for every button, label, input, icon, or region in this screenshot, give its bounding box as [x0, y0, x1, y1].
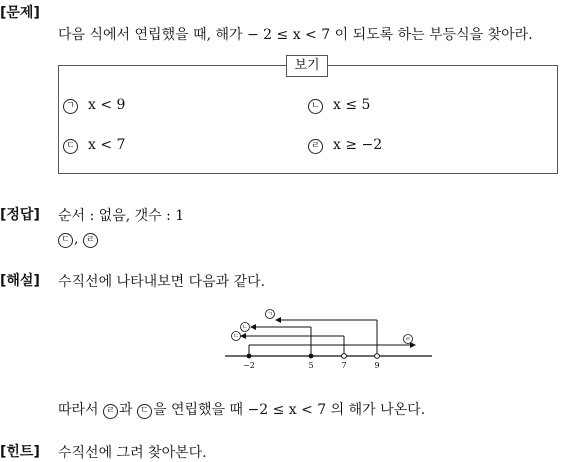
choice-4: ㄹ x ≥ −2: [308, 137, 382, 154]
explanation-tag: [해설]: [0, 273, 40, 289]
explanation-text: 수직선에 나타내보면 다음과 같다.: [58, 274, 266, 290]
marker-label-d: ㄹ: [405, 336, 411, 344]
problem-text: 다음 식에서 연립했을 때, 해가 − 2 ≤ x < 7 이 되도록 하는 부등식을 찾아라.: [58, 27, 533, 43]
choice-2: ㄴ x ≤ 5: [308, 97, 370, 114]
circle-mark-icon: ㄹ: [103, 404, 118, 419]
circle-mark-icon: ㄱ: [63, 99, 78, 114]
circle-mark-icon: ㄷ: [58, 233, 73, 248]
marker-label-b: ㄴ: [242, 324, 248, 332]
closed-point: [247, 354, 252, 359]
open-point: [342, 354, 347, 359]
circle-mark-icon: ㄷ: [137, 404, 152, 419]
answer-meta: 순서 : 없음, 갯수 : 1: [58, 208, 185, 224]
tick-label: 5: [308, 361, 314, 370]
marker-label-c: ㄷ: [233, 333, 239, 341]
circle-mark-icon: ㄹ: [308, 139, 323, 154]
circle-mark-icon: ㄷ: [63, 139, 78, 154]
hint-tag: [힌트]: [0, 444, 40, 460]
hint-text: 수직선에 그려 찾아본다.: [58, 445, 207, 461]
tick-label: 9: [374, 361, 380, 370]
marker-label-a: ㄱ: [267, 311, 273, 319]
choice-1: ㄱ x < 9: [63, 97, 125, 114]
tick-label: 7: [341, 361, 347, 370]
circle-mark-icon: ㄹ: [83, 233, 98, 248]
closed-point: [309, 354, 314, 359]
answer-tag: [정답]: [0, 207, 40, 223]
choice-3: ㄷ x < 7: [63, 137, 125, 154]
tick-label: −2: [243, 361, 255, 370]
choices-box-title: 보기: [286, 55, 328, 77]
open-point: [375, 354, 380, 359]
answer-value: ㄷ , ㄹ: [58, 231, 108, 248]
problem-tag: [문제]: [0, 5, 40, 21]
explanation-conclusion: 따라서 ㄹ 과 ㄷ 을 연립했을 때 −2 ≤ x < 7 의 해가 나온다.: [58, 402, 426, 418]
circle-mark-icon: ㄴ: [308, 99, 323, 114]
